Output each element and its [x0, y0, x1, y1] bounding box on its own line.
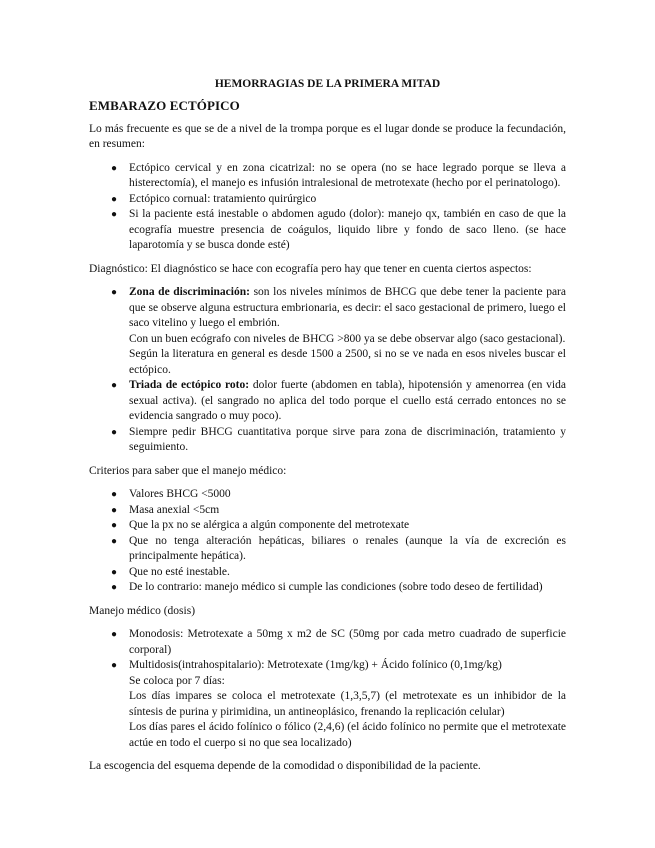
bullet-icon: ●	[111, 426, 118, 438]
list-item: ● Zona de discriminación: son los niveles mínimos de BHCG que debe tener la paciente para que se observe alguna estructura embrionaria, es decir: el saco gestacional de primero, luego el saco vitelino y luego el embrión. Con un buen ecógrafo con niveles de BHCG >800 ya se debe observar algo (saco gestacional). Según la literatura en general es desde 1500 a 2500, si no se ve nada en esos niveles buscar el ectópico.	[111, 286, 566, 376]
section-heading: EMBARAZO ECTÓPICO	[89, 98, 240, 113]
bullet-icon: ●	[111, 660, 118, 671]
list-item: ● Monodosis: Metrotexate a 50mg x m2 de SC (50mg por cada metro cuadrado de superficie corporal)	[111, 628, 566, 656]
intro-paragraph: Lo más frecuente es que se de a nivel de la trompa porque es el lugar donde se produce la fecundación, en resumen:	[89, 122, 566, 150]
list-item: ● Si la paciente está inestable o abdomen agudo (dolor): manejo qx, también en caso de que la ecografía muestre presencia de coágulos, liquido libre y fondo de saco lleno. (se hace laparotomía y se busca donde esté)	[111, 208, 566, 251]
closing-paragraph: La escogencia del esquema depende de la comodidad o disponibilidad de la paciente.	[89, 760, 481, 772]
bullet-icon: ●	[111, 629, 118, 640]
list-item: ● Valores BHCG <5000	[129, 487, 566, 503]
bullet-icon: ●	[111, 193, 118, 205]
manejo-list	[89, 627, 566, 751]
bullet-icon: ●	[111, 162, 118, 174]
bullet-icon: ●	[111, 566, 118, 578]
diagnostico-list	[89, 285, 566, 456]
list-item: ● Ectópico cornual: tratamiento quirúrgico	[129, 192, 566, 208]
list-item: ● Que no esté inestable.	[129, 565, 566, 581]
bullet-icon: ●	[111, 209, 118, 220]
criterios-list	[89, 487, 566, 596]
ectopic-types-list	[89, 161, 566, 254]
bullet-icon: ●	[111, 520, 118, 531]
bullet-icon: ●	[111, 287, 118, 298]
list-item: ● Que no tenga alteración hepáticas, biliares o renales (aunque la vía de excreción es principalmente hepática).	[111, 534, 566, 562]
criterios-paragraph: Criterios para saber que el manejo médico:	[89, 464, 287, 477]
list-item: ● Ectópico cervical y en zona cicatrizal: no se opera (no se hace legrado porque se lleva a histerectomía), el manejo es infusión intralesional de metrotexate (hecho por el perinatologo).	[111, 161, 566, 189]
list-item: ● De lo contrario: manejo médico si cumple las condiciones (sobre todo deseo de fertilidad)	[129, 580, 566, 596]
list-item: ● Triada de ectópico roto: dolor fuerte (abdomen en tabla), hipotensión y amenorrea (en vida sexual activa). (el sangrado no aplica del todo porque el cuello está cerrado entonces no se evidencia sangrado o muy poco).	[111, 379, 566, 422]
bullet-icon: ●	[111, 535, 118, 547]
bullet-icon: ●	[111, 504, 118, 516]
manejo-paragraph: Manejo médico (dosis)	[89, 604, 196, 617]
bullet-icon: ●	[111, 489, 118, 500]
diagnostico-paragraph: Diagnóstico: El diagnóstico se hace con ecografía pero hay que tener en cuenta ciertos aspectos:	[89, 262, 532, 275]
list-item: ● Que la px no se alérgica a algún componente del metrotexate	[129, 518, 566, 534]
bullet-icon: ●	[111, 582, 118, 593]
list-item: ● Siempre pedir BHCG cuantitativa porque sirve para zona de discriminación, tratamiento y seguimiento.	[111, 425, 566, 453]
list-item: ● Multidosis(intrahospitalario): Metrotexate (1mg/kg) + Ácido folínico (0,1mg/kg) Se coloca por 7 días: Los días impares se coloca el metrotexate (1,3,5,7) (el metrotexate es un inhibidor de la síntesis de purina y pirimidina, un antineoplásico, frenando la replicación celular) Los días pares el ácido folínico o fólico (2,4,6) (el ácido folínico no permite que el metrotexate actúe en todo el cuerpo si no que sea localizado)	[111, 659, 566, 749]
page-title: HEMORRAGIAS DE LA PRIMERA MITAD	[214, 78, 441, 90]
list-item: ● Masa anexial <5cm	[129, 503, 566, 519]
bullet-icon: ●	[111, 380, 118, 391]
document-body	[89, 98, 566, 783]
